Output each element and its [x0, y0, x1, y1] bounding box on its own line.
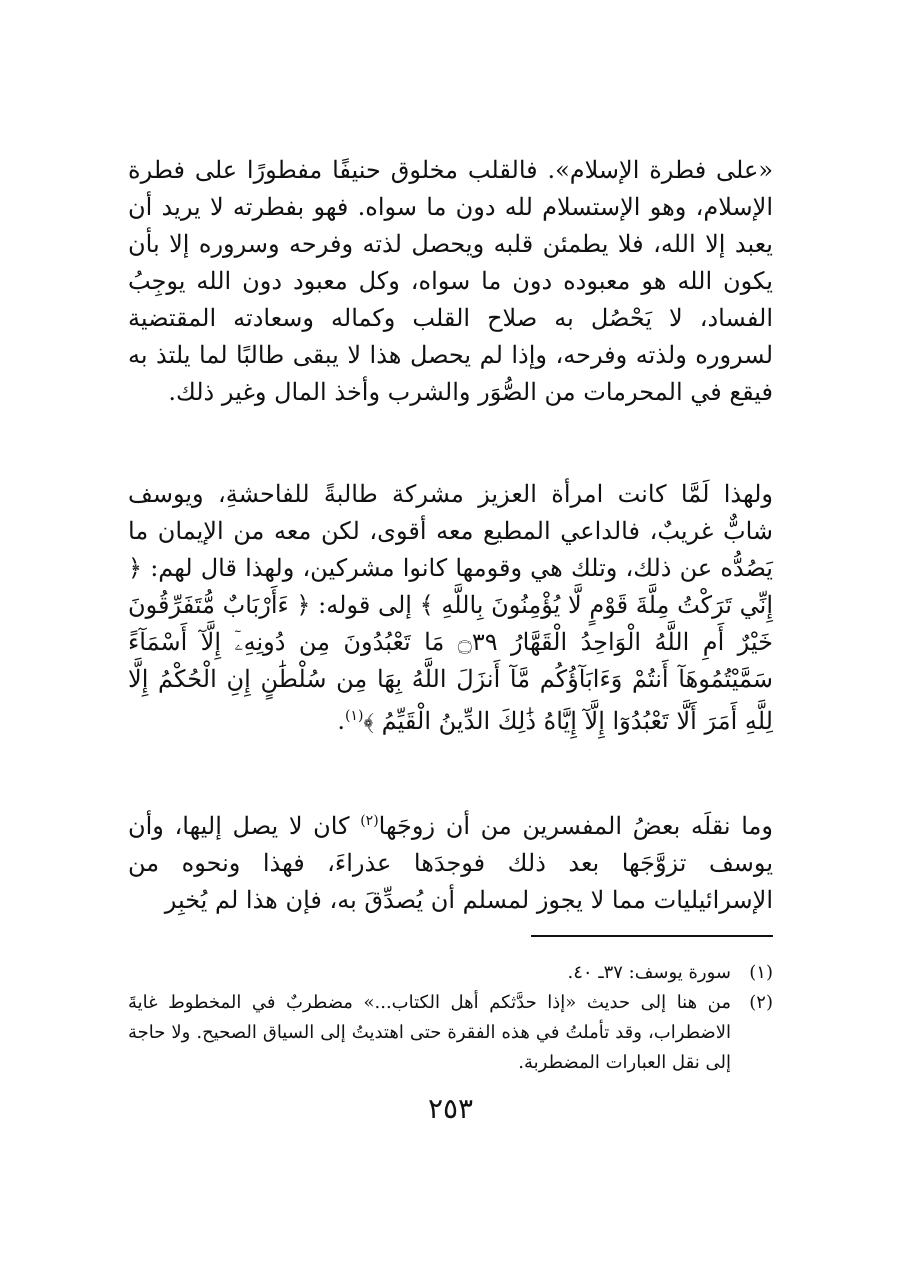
paragraph-text: ولهذا لَمَّا كانت امرأة العزيز مشركة طالبةً للفاحشةِ، ويوسف شابٌّ غريبٌ، فالداعي المطيع معه أقوى، لكن معه من الإيمان ما يَصُدُّه عن ذلك، وتلك هي وقومها كانوا مشركين، ولهذا قال لهم: — [128, 480, 773, 582]
footnote-text: سورة يوسف: ٣٧ـ ٤٠. — [567, 962, 731, 983]
footnote-number: (٢) — [749, 992, 773, 1013]
paragraph-text: كان لا يصل إليها، وأن يوسف تزوَّجَها بعد ذلك فوجدَها عذراءَ، فهذا ونحوه من الإسرائيليات مما لا يجوز لمسلم أن يُصدِّقَ به، فإن هذا لم يُخبِر — [128, 812, 773, 914]
paragraph-text: «على فطرة الإسلام». فالقلب مخلوق حنيفًا مفطورًا على فطرة الإسلام، وهو الإستسلام لله دون ما سواه. فهو بفطرته لا يريد أن يعبد إلا الله، فلا يطمئن قلبه ويحصل لذته وفرحه وسروره إلا بأن يكون الله هو معبوده دون ما سواه، وكل معبود دون الله يوجِبُ الفساد، لا يَحْصُل به صلاح القلب وكماله وسعادته المقتضية لسروره ولذته وفرحه، وإذا لم يحصل هذا لا يبقى طالبًا لما يلتذ به فيقع في المحرمات من الصُّوَر والشرب وأخذ المال وغير ذلك. — [128, 156, 773, 406]
footnote-text: من هنا إلى حديث «إذا حدَّثكم أهل الكتاب...» مضطربٌ في المخطوط غايةَ الاضطراب، وقد تأملتُ في هذه الفقرة حتى اهتديتُ إلى السياق الصحيح. ولا حاجة إلى نقل العبارات المضطربة. — [128, 992, 732, 1073]
footnote-item — [128, 988, 773, 1078]
footnotes — [128, 958, 773, 1078]
sentence-end: . — [337, 707, 345, 735]
footnote-reference: (١) — [344, 708, 364, 724]
paragraph-israiliyyat — [128, 803, 799, 919]
paragraph-yusuf — [128, 476, 799, 740]
footnote-reference: (٢) — [360, 813, 379, 829]
footnote-item — [128, 958, 773, 988]
footnote-number: (١) — [749, 962, 773, 983]
quran-verse-second: ﴿ ءَأَرْبَابٌ مُّتَفَرِّقُونَ خَيْرٌ أَمِ اللَّهُ الْوَاحِدُ الْقَهَّارُ ۝٣٩ مَا تَعْبُدُونَ مِن دُونِهِۦٓ إِلَّآ أَسْمَآءً سَمَّيْتُمُوهَآ أَنتُمْ وَءَابَآؤُكُم مَّآ أَنزَلَ اللَّهُ بِهَا مِن سُلْطَٰنٍ إِنِ الْحُكْمُ إِلَّا لِلَّهِ أَمَرَ أَلَّا تَعْبُدُوٓا إِلَّآ إِيَّاهُ ذَٰلِكَ الدِّينُ الْقَيِّمُ ﴾ — [128, 591, 773, 735]
quran-verse-first: ﴿ إِنِّي تَرَكْتُ مِلَّةَ قَوْمٍ لَّا يُؤْمِنُونَ بِاللَّهِ ﴾ — [128, 554, 774, 619]
connector-text: إلى قوله: — [318, 591, 412, 619]
paragraph-fitrah — [128, 152, 773, 411]
page-number: ٢٥٣ — [427, 1092, 474, 1125]
book-page — [128, 0, 773, 1271]
footnote-separator — [531, 935, 773, 937]
paragraph-text: وما نقلَه بعضُ المفسرين من أن زوجَها — [378, 812, 773, 840]
